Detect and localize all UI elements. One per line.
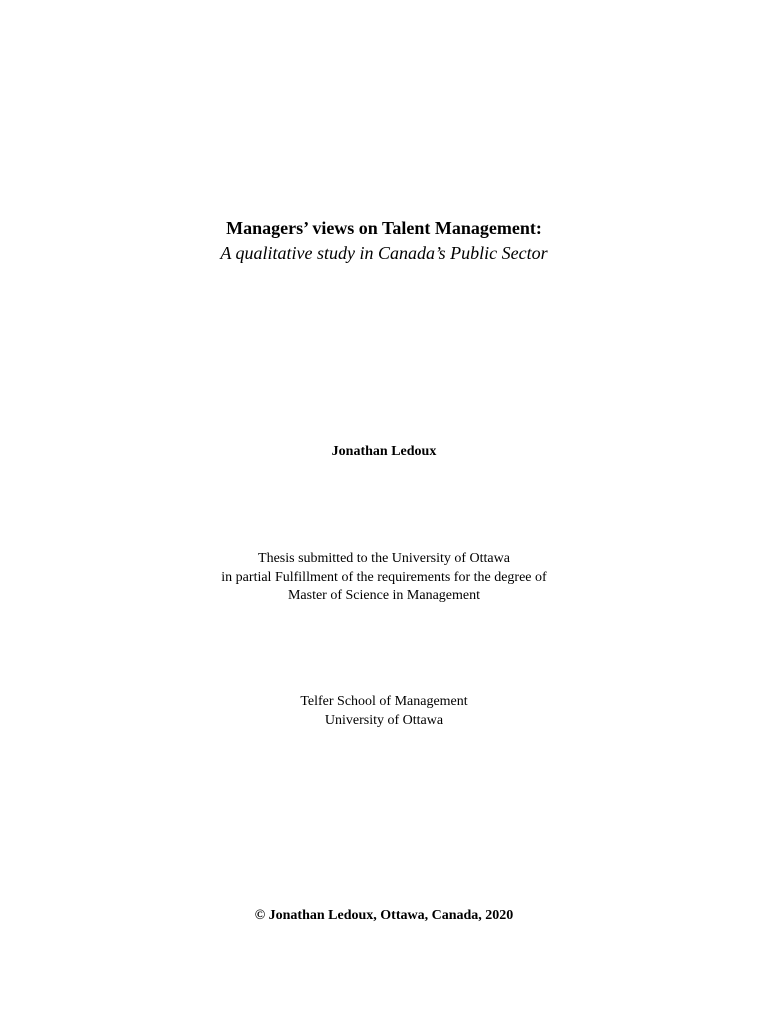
thesis-subtitle: A qualitative study in Canada’s Public Sector (220, 243, 548, 263)
university-name: University of Ottawa (324, 713, 444, 728)
author-name: Jonathan Ledoux (331, 444, 437, 459)
school-name: Telfer School of Management (300, 694, 468, 709)
submission-line-1: Thesis submitted to the University of Ottawa (258, 551, 510, 566)
thesis-title: Managers’ views on Talent Management: (226, 218, 542, 238)
copyright-notice: © Jonathan Ledoux, Ottawa, Canada, 2020 (254, 908, 514, 923)
submission-line-2: in partial Fulfillment of the requirements for the degree of (221, 570, 547, 585)
submission-line-3: Master of Science in Management (287, 588, 481, 603)
